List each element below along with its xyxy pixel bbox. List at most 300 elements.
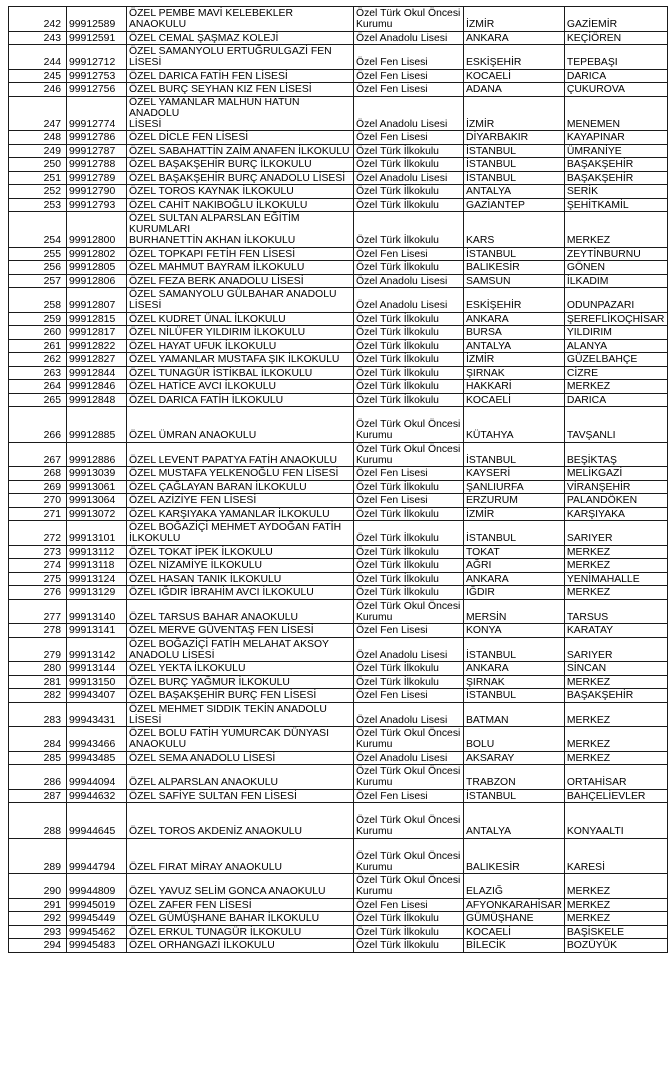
district-cell: MERKEZ — [564, 380, 667, 394]
school-name-cell: ÖZEL ORHANGAZİ İLKOKULU — [127, 939, 354, 953]
district-cell: ODUNPAZARI — [564, 288, 667, 313]
school-type-cell: Özel Türk Okul Öncesi Kurumu — [354, 803, 464, 839]
district-cell: GÖNEN — [564, 261, 667, 275]
row-number-cell: 261 — [9, 339, 67, 353]
district-cell: MELİKGAZİ — [564, 467, 667, 481]
school-name-cell: ÖZEL PEMBE MAVİ KELEBEKLER ANAOKULU — [127, 7, 354, 32]
table-row — [9, 545, 668, 559]
row-number-cell: 257 — [9, 274, 67, 288]
table-row — [9, 96, 668, 131]
institution-code-cell: 99943431 — [67, 702, 127, 727]
school-name-cell: ÖZEL MAHMUT BAYRAM İLKOKULU — [127, 261, 354, 275]
school-type-cell: Özel Anadolu Lisesi — [354, 171, 464, 185]
row-number-cell: 287 — [9, 789, 67, 803]
row-number-cell: 269 — [9, 480, 67, 494]
table-row — [9, 480, 668, 494]
row-number-cell: 284 — [9, 727, 67, 752]
district-cell: MERKEZ — [564, 898, 667, 912]
institution-code-cell: 99912848 — [67, 393, 127, 407]
school-name-cell: ÖZEL YAMANLAR MUSTAFA ŞIK İLKOKULU — [127, 353, 354, 367]
city-cell: ANKARA — [464, 31, 565, 45]
institution-code-cell: 99912805 — [67, 261, 127, 275]
institution-code-cell: 99913140 — [67, 599, 127, 624]
school-name-cell: ÖZEL ALPARSLAN ANAOKULU — [127, 765, 354, 790]
school-type-cell: Özel Anadolu Lisesi — [354, 31, 464, 45]
city-cell: AĞRI — [464, 559, 565, 573]
school-name-cell: ÖZEL BOLU FATİH YUMURCAK DÜNYASI ANAOKULU — [127, 727, 354, 752]
row-number-cell: 263 — [9, 366, 67, 380]
row-number-cell: 254 — [9, 212, 67, 248]
row-number-cell: 264 — [9, 380, 67, 394]
institution-code-cell: 99912844 — [67, 366, 127, 380]
district-cell: TEPEBAŞI — [564, 45, 667, 70]
institution-code-cell: 99913142 — [67, 637, 127, 662]
city-cell: ŞANLIURFA — [464, 480, 565, 494]
row-number-cell: 268 — [9, 467, 67, 481]
institution-code-cell: 99912802 — [67, 247, 127, 261]
school-name-cell: ÖZEL CAHİT NAKIBOĞLU İLKOKULU — [127, 198, 354, 212]
school-list-table — [8, 6, 668, 953]
district-cell: VİRANŞEHİR — [564, 480, 667, 494]
school-name-cell: ÖZEL HAYAT UFUK İLKOKULU — [127, 339, 354, 353]
school-type-cell: Özel Anadolu Lisesi — [354, 637, 464, 662]
row-number-cell: 262 — [9, 353, 67, 367]
institution-code-cell: 99913141 — [67, 624, 127, 638]
table-row — [9, 675, 668, 689]
school-type-cell: Özel Türk İlkokulu — [354, 339, 464, 353]
row-number-cell: 252 — [9, 185, 67, 199]
city-cell: BURSA — [464, 326, 565, 340]
school-type-cell: Özel Türk İlkokulu — [354, 521, 464, 546]
school-type-cell: Özel Türk Okul Öncesi Kurumu — [354, 727, 464, 752]
school-name-cell: ÖZEL BURÇ YAĞMUR İLKOKULU — [127, 675, 354, 689]
city-cell: GAZİANTEP — [464, 198, 565, 212]
row-number-cell: 271 — [9, 507, 67, 521]
table-row — [9, 69, 668, 83]
school-type-cell: Özel Türk İlkokulu — [354, 912, 464, 926]
school-name-cell: ÖZEL YAVUZ SELİM GONCA ANAOKULU — [127, 874, 354, 899]
table-row — [9, 586, 668, 600]
table-row — [9, 727, 668, 752]
institution-code-cell: 99913150 — [67, 675, 127, 689]
school-type-cell: Özel Fen Lisesi — [354, 624, 464, 638]
table-row — [9, 789, 668, 803]
row-number-cell: 290 — [9, 874, 67, 899]
school-type-cell: Özel Türk İlkokulu — [354, 144, 464, 158]
school-name-cell: ÖZEL MUSTAFA YELKENOĞLU FEN LİSESİ — [127, 467, 354, 481]
institution-code-cell: 99945449 — [67, 912, 127, 926]
school-type-cell: Özel Anadolu Lisesi — [354, 288, 464, 313]
institution-code-cell: 99912815 — [67, 312, 127, 326]
institution-code-cell: 99912827 — [67, 353, 127, 367]
school-type-cell: Özel Türk Okul Öncesi Kurumu — [354, 7, 464, 32]
table-row — [9, 7, 668, 32]
district-cell: MERKEZ — [564, 545, 667, 559]
school-name-cell: ÖZEL DARICA FATİH İLKOKULU — [127, 393, 354, 407]
district-cell: DARICA — [564, 69, 667, 83]
row-number-cell: 292 — [9, 912, 67, 926]
row-number-cell: 267 — [9, 442, 67, 467]
school-name-cell: ÖZEL DARICA FATİH FEN LİSESİ — [127, 69, 354, 83]
city-cell: KOCAELİ — [464, 925, 565, 939]
institution-code-cell: 99913129 — [67, 586, 127, 600]
row-number-cell: 253 — [9, 198, 67, 212]
school-name-cell: ÖZEL SEMA ANADOLU LİSESİ — [127, 751, 354, 765]
district-cell: KARŞIYAKA — [564, 507, 667, 521]
city-cell: AKSARAY — [464, 751, 565, 765]
school-type-cell: Özel Türk İlkokulu — [354, 326, 464, 340]
school-name-cell: ÖZEL GÜMÜŞHANE BAHAR İLKOKULU — [127, 912, 354, 926]
district-cell: KARESİ — [564, 838, 667, 874]
table-row — [9, 380, 668, 394]
city-cell: KOCAELİ — [464, 393, 565, 407]
row-number-cell: 275 — [9, 572, 67, 586]
table-row — [9, 171, 668, 185]
school-name-cell: ÖZEL BOĞAZİÇİ FATİH MELAHAT AKSOY ANADOLU LİSESİ — [127, 637, 354, 662]
institution-code-cell: 99912790 — [67, 185, 127, 199]
city-cell: ESKİŞEHİR — [464, 288, 565, 313]
school-type-cell: Özel Türk Okul Öncesi Kurumu — [354, 599, 464, 624]
institution-code-cell: 99943485 — [67, 751, 127, 765]
district-cell: PALANDÖKEN — [564, 494, 667, 508]
row-number-cell: 288 — [9, 803, 67, 839]
row-number-cell: 247 — [9, 96, 67, 131]
city-cell: İSTANBUL — [464, 144, 565, 158]
city-cell: KARS — [464, 212, 565, 248]
table-row — [9, 83, 668, 97]
school-type-cell: Özel Türk Okul Öncesi Kurumu — [354, 442, 464, 467]
school-name-cell: ÖZEL MEHMET SIDDIK TEKİN ANADOLU LİSESİ — [127, 702, 354, 727]
district-cell: ÇUKUROVA — [564, 83, 667, 97]
school-name-cell: ÖZEL ÜMRAN ANAOKULU — [127, 407, 354, 443]
school-type-cell: Özel Anadolu Lisesi — [354, 702, 464, 727]
district-cell: MENEMEN — [564, 96, 667, 131]
city-cell: İZMİR — [464, 353, 565, 367]
district-cell: GÜZELBAHÇE — [564, 353, 667, 367]
city-cell: MERSİN — [464, 599, 565, 624]
row-number-cell: 245 — [9, 69, 67, 83]
school-type-cell: Özel Türk İlkokulu — [354, 572, 464, 586]
table-row — [9, 925, 668, 939]
city-cell: ŞIRNAK — [464, 675, 565, 689]
city-cell: KÜTAHYA — [464, 407, 565, 443]
school-name-cell: ÖZEL TOROS AKDENİZ ANAOKULU — [127, 803, 354, 839]
school-name-cell: ÖZEL SULTAN ALPARSLAN EĞİTİM KURUMLARI BURHANETTİN AKHAN İLKOKULU — [127, 212, 354, 248]
school-type-cell: Özel Türk İlkokulu — [354, 559, 464, 573]
institution-code-cell: 99912800 — [67, 212, 127, 248]
institution-code-cell: 99945483 — [67, 939, 127, 953]
city-cell: BATMAN — [464, 702, 565, 727]
city-cell: İSTANBUL — [464, 637, 565, 662]
city-cell: HAKKARİ — [464, 380, 565, 394]
institution-code-cell: 99944794 — [67, 838, 127, 874]
school-name-cell: ÖZEL KARŞIYAKA YAMANLAR İLKOKULU — [127, 507, 354, 521]
table-row — [9, 131, 668, 145]
table-row — [9, 393, 668, 407]
city-cell: KOCAELİ — [464, 69, 565, 83]
city-cell: İSTANBUL — [464, 247, 565, 261]
district-cell: BAŞAKŞEHİR — [564, 171, 667, 185]
row-number-cell: 289 — [9, 838, 67, 874]
school-type-cell: Özel Türk İlkokulu — [354, 312, 464, 326]
district-cell: ALANYA — [564, 339, 667, 353]
institution-code-cell: 99913124 — [67, 572, 127, 586]
row-number-cell: 246 — [9, 83, 67, 97]
school-name-cell: ÖZEL SAMANYOLU ERTUĞRULGAZİ FEN LİSESİ — [127, 45, 354, 70]
row-number-cell: 266 — [9, 407, 67, 443]
row-number-cell: 277 — [9, 599, 67, 624]
city-cell: ADANA — [464, 83, 565, 97]
school-name-cell: ÖZEL CEMAL ŞAŞMAZ KOLEJİ — [127, 31, 354, 45]
table-row — [9, 288, 668, 313]
district-cell: MERKEZ — [564, 559, 667, 573]
table-row — [9, 874, 668, 899]
school-type-cell: Özel Anadolu Lisesi — [354, 96, 464, 131]
district-cell: ŞEHİTKAMİL — [564, 198, 667, 212]
school-type-cell: Özel Türk İlkokulu — [354, 366, 464, 380]
district-cell: TARSUS — [564, 599, 667, 624]
city-cell: İSTANBUL — [464, 689, 565, 703]
city-cell: ANKARA — [464, 572, 565, 586]
school-name-cell: ÖZEL TUNAGÜR İSTİKBAL İLKOKULU — [127, 366, 354, 380]
table-row — [9, 494, 668, 508]
city-cell: İSTANBUL — [464, 171, 565, 185]
school-name-cell: ÖZEL SAFİYE SULTAN FEN LİSESİ — [127, 789, 354, 803]
district-cell: SERİK — [564, 185, 667, 199]
school-type-cell: Özel Türk Okul Öncesi Kurumu — [354, 407, 464, 443]
school-name-cell: ÖZEL ÇAĞLAYAN BARAN İLKOKULU — [127, 480, 354, 494]
institution-code-cell: 99913101 — [67, 521, 127, 546]
school-type-cell: Özel Türk İlkokulu — [354, 380, 464, 394]
row-number-cell: 248 — [9, 131, 67, 145]
row-number-cell: 282 — [9, 689, 67, 703]
district-cell: KEÇİÖREN — [564, 31, 667, 45]
district-cell: SARIYER — [564, 521, 667, 546]
row-number-cell: 244 — [9, 45, 67, 70]
row-number-cell: 265 — [9, 393, 67, 407]
row-number-cell: 274 — [9, 559, 67, 573]
district-cell: MERKEZ — [564, 727, 667, 752]
institution-code-cell: 99912589 — [67, 7, 127, 32]
city-cell: KAYSERİ — [464, 467, 565, 481]
district-cell: BAŞAKŞEHİR — [564, 689, 667, 703]
row-number-cell: 293 — [9, 925, 67, 939]
row-number-cell: 291 — [9, 898, 67, 912]
school-type-cell: Özel Türk İlkokulu — [354, 393, 464, 407]
city-cell: ELAZIĞ — [464, 874, 565, 899]
city-cell: İSTANBUL — [464, 442, 565, 467]
school-type-cell: Özel Fen Lisesi — [354, 69, 464, 83]
institution-code-cell: 99912807 — [67, 288, 127, 313]
school-name-cell: ÖZEL FEZA BERK ANADOLU LİSESİ — [127, 274, 354, 288]
row-number-cell: 273 — [9, 545, 67, 559]
school-name-cell: ÖZEL BAŞAKŞEHİR BURÇ İLKOKULU — [127, 158, 354, 172]
table-row — [9, 45, 668, 70]
district-cell: GAZİEMİR — [564, 7, 667, 32]
institution-code-cell: 99912756 — [67, 83, 127, 97]
school-type-cell: Özel Türk İlkokulu — [354, 353, 464, 367]
table-row — [9, 572, 668, 586]
school-type-cell: Özel Türk İlkokulu — [354, 675, 464, 689]
row-number-cell: 276 — [9, 586, 67, 600]
city-cell: BİLECİK — [464, 939, 565, 953]
table-row — [9, 407, 668, 443]
district-cell: MERKEZ — [564, 874, 667, 899]
institution-code-cell: 99943407 — [67, 689, 127, 703]
city-cell: BALIKESİR — [464, 838, 565, 874]
table-row — [9, 702, 668, 727]
district-cell: İLKADIM — [564, 274, 667, 288]
institution-code-cell: 99913144 — [67, 662, 127, 676]
school-type-cell: Özel Türk İlkokulu — [354, 212, 464, 248]
school-type-cell: Özel Türk İlkokulu — [354, 545, 464, 559]
table-row — [9, 599, 668, 624]
city-cell: AFYONKARAHİSAR — [464, 898, 565, 912]
school-name-cell: ÖZEL BURÇ SEYHAN KIZ FEN LİSESİ — [127, 83, 354, 97]
school-name-cell: ÖZEL ZAFER FEN LİSESİ — [127, 898, 354, 912]
district-cell: MERKEZ — [564, 702, 667, 727]
school-type-cell: Özel Türk Okul Öncesi Kurumu — [354, 765, 464, 790]
district-cell: YILDIRIM — [564, 326, 667, 340]
school-name-cell: ÖZEL TOROS KAYNAK İLKOKULU — [127, 185, 354, 199]
row-number-cell: 243 — [9, 31, 67, 45]
school-type-cell: Özel Türk İlkokulu — [354, 480, 464, 494]
school-type-cell: Özel Türk İlkokulu — [354, 198, 464, 212]
school-type-cell: Özel Fen Lisesi — [354, 494, 464, 508]
row-number-cell: 278 — [9, 624, 67, 638]
school-name-cell: ÖZEL AZİZİYE FEN LİSESİ — [127, 494, 354, 508]
institution-code-cell: 99912822 — [67, 339, 127, 353]
table-row — [9, 803, 668, 839]
city-cell: ANTALYA — [464, 803, 565, 839]
city-cell: TRABZON — [464, 765, 565, 790]
row-number-cell: 280 — [9, 662, 67, 676]
city-cell: ESKİŞEHİR — [464, 45, 565, 70]
institution-code-cell: 99912753 — [67, 69, 127, 83]
school-name-cell: ÖZEL NİLÜFER YILDIRIM İLKOKULU — [127, 326, 354, 340]
school-name-cell: ÖZEL SABAHATTİN ZAİM ANAFEN İLKOKULU — [127, 144, 354, 158]
school-name-cell: ÖZEL YAMANLAR MALHUN HATUN ANADOLU LİSESİ — [127, 96, 354, 131]
row-number-cell: 272 — [9, 521, 67, 546]
school-type-cell: Özel Anadolu Lisesi — [354, 274, 464, 288]
table-row — [9, 559, 668, 573]
city-cell: ANTALYA — [464, 339, 565, 353]
city-cell: İSTANBUL — [464, 521, 565, 546]
institution-code-cell: 99912789 — [67, 171, 127, 185]
school-type-cell: Özel Türk İlkokulu — [354, 185, 464, 199]
school-name-cell: ÖZEL HASAN TANIK İLKOKULU — [127, 572, 354, 586]
district-cell: ORTAHİSAR — [564, 765, 667, 790]
city-cell: İSTANBUL — [464, 789, 565, 803]
institution-code-cell: 99912885 — [67, 407, 127, 443]
school-type-cell: Özel Türk İlkokulu — [354, 507, 464, 521]
institution-code-cell: 99912786 — [67, 131, 127, 145]
school-name-cell: ÖZEL BAŞAKŞEHİR BURÇ FEN LİSESİ — [127, 689, 354, 703]
city-cell: ANTALYA — [464, 185, 565, 199]
district-cell: ŞEREFLİKOÇHİSAR — [564, 312, 667, 326]
school-name-cell: ÖZEL LEVENT PAPATYA FATİH ANAOKULU — [127, 442, 354, 467]
district-cell: MERKEZ — [564, 675, 667, 689]
school-type-cell: Özel Türk İlkokulu — [354, 662, 464, 676]
school-type-cell: Özel Türk İlkokulu — [354, 586, 464, 600]
institution-code-cell: 99943466 — [67, 727, 127, 752]
city-cell: İZMİR — [464, 7, 565, 32]
city-cell: KONYA — [464, 624, 565, 638]
city-cell: GÜMÜŞHANE — [464, 912, 565, 926]
city-cell: TOKAT — [464, 545, 565, 559]
row-number-cell: 260 — [9, 326, 67, 340]
row-number-cell: 283 — [9, 702, 67, 727]
school-name-cell: ÖZEL BOĞAZİÇİ MEHMET AYDOĞAN FATİH İLKOKULU — [127, 521, 354, 546]
school-name-cell: ÖZEL FIRAT MİRAY ANAOKULU — [127, 838, 354, 874]
table-row — [9, 353, 668, 367]
institution-code-cell: 99944645 — [67, 803, 127, 839]
city-cell: ERZURUM — [464, 494, 565, 508]
institution-code-cell: 99912817 — [67, 326, 127, 340]
school-name-cell: ÖZEL BAŞAKŞEHİR BURÇ ANADOLU LİSESİ — [127, 171, 354, 185]
institution-code-cell: 99913118 — [67, 559, 127, 573]
district-cell: MERKEZ — [564, 586, 667, 600]
school-type-cell: Özel Fen Lisesi — [354, 789, 464, 803]
school-type-cell: Özel Fen Lisesi — [354, 45, 464, 70]
school-name-cell: ÖZEL SAMANYOLU GÜLBAHAR ANADOLU LİSESİ — [127, 288, 354, 313]
school-type-cell: Özel Türk İlkokulu — [354, 158, 464, 172]
district-cell: BAŞİSKELE — [564, 925, 667, 939]
table-row — [9, 898, 668, 912]
institution-code-cell: 99913061 — [67, 480, 127, 494]
school-list-body — [9, 7, 668, 953]
table-row — [9, 912, 668, 926]
row-number-cell: 256 — [9, 261, 67, 275]
city-cell: BALIKESİR — [464, 261, 565, 275]
school-type-cell: Özel Türk İlkokulu — [354, 261, 464, 275]
school-name-cell: ÖZEL TOPKAPI FETİH FEN LİSESİ — [127, 247, 354, 261]
city-cell: BOLU — [464, 727, 565, 752]
institution-code-cell: 99945462 — [67, 925, 127, 939]
table-row — [9, 507, 668, 521]
institution-code-cell: 99913064 — [67, 494, 127, 508]
table-row — [9, 838, 668, 874]
school-name-cell: ÖZEL ERKUL TUNAGÜR İLKOKULU — [127, 925, 354, 939]
institution-code-cell: 99912846 — [67, 380, 127, 394]
row-number-cell: 294 — [9, 939, 67, 953]
city-cell: İSTANBUL — [464, 158, 565, 172]
table-row — [9, 366, 668, 380]
district-cell: KARATAY — [564, 624, 667, 638]
district-cell: YENİMAHALLE — [564, 572, 667, 586]
institution-code-cell: 99944632 — [67, 789, 127, 803]
city-cell: ANKARA — [464, 662, 565, 676]
district-cell: BAŞAKŞEHİR — [564, 158, 667, 172]
institution-code-cell: 99944094 — [67, 765, 127, 790]
institution-code-cell: 99945019 — [67, 898, 127, 912]
row-number-cell: 249 — [9, 144, 67, 158]
row-number-cell: 242 — [9, 7, 67, 32]
school-name-cell: ÖZEL KUDRET ÜNAL İLKOKULU — [127, 312, 354, 326]
institution-code-cell: 99912774 — [67, 96, 127, 131]
school-name-cell: ÖZEL YEKTA İLKOKULU — [127, 662, 354, 676]
school-type-cell: Özel Türk Okul Öncesi Kurumu — [354, 838, 464, 874]
school-name-cell: ÖZEL TARSUS BAHAR ANAOKULU — [127, 599, 354, 624]
table-row — [9, 467, 668, 481]
institution-code-cell: 99912793 — [67, 198, 127, 212]
district-cell: MERKEZ — [564, 212, 667, 248]
table-row — [9, 312, 668, 326]
school-type-cell: Özel Türk İlkokulu — [354, 939, 464, 953]
district-cell: ZEYTİNBURNU — [564, 247, 667, 261]
table-row — [9, 689, 668, 703]
district-cell: SİNCAN — [564, 662, 667, 676]
